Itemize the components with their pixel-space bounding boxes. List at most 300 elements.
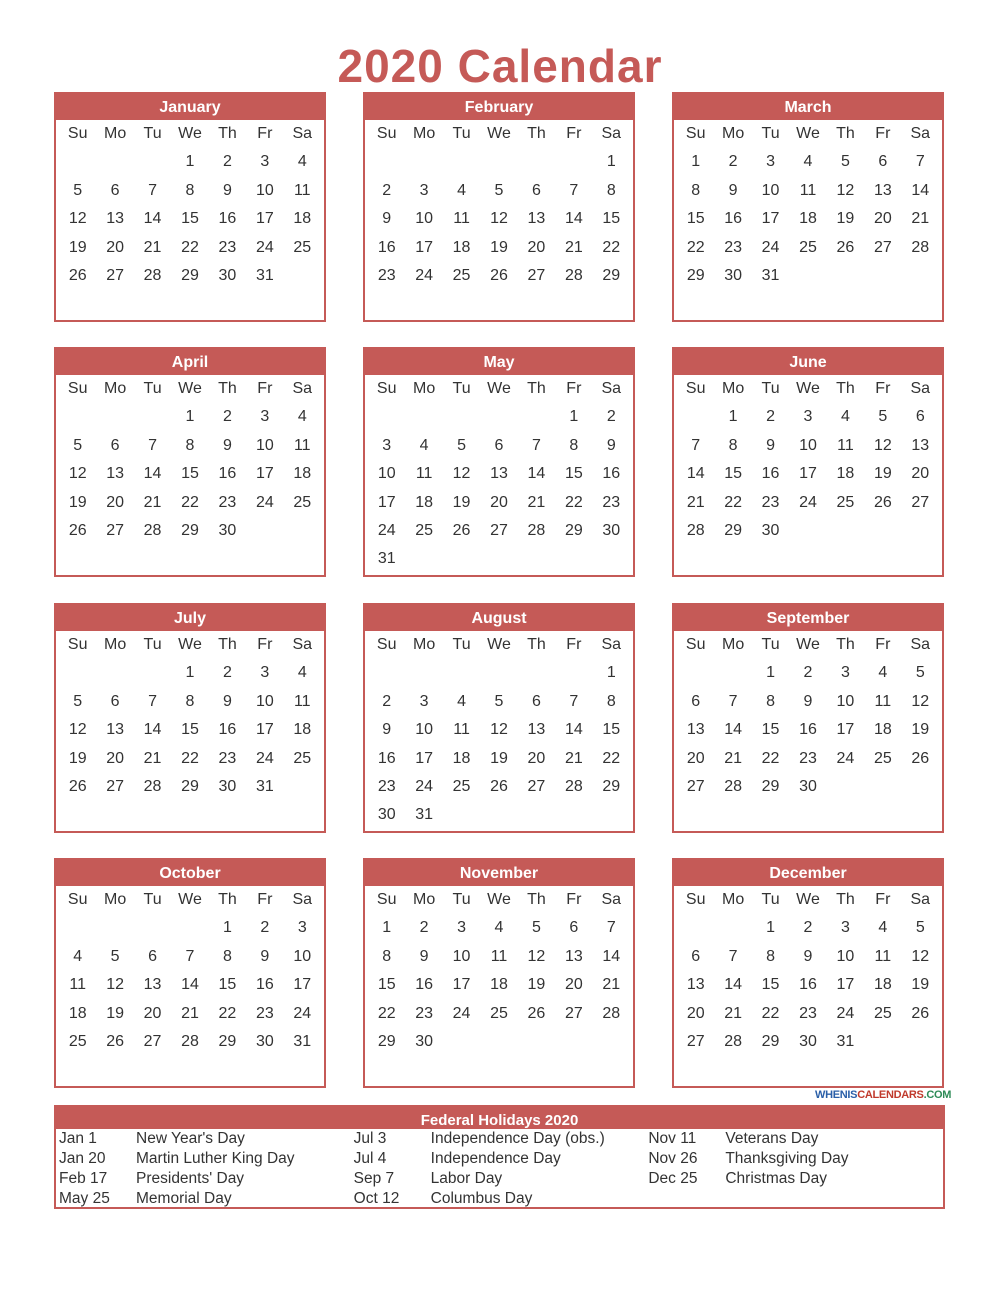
day-cell: 28 — [724, 777, 743, 795]
day-cell: 4 — [878, 919, 888, 937]
day-cell: 13 — [527, 721, 546, 739]
day-cell: 22 — [181, 238, 199, 256]
day-cell: 2 — [803, 919, 813, 937]
weekday-label: Sa — [292, 125, 313, 142]
weekday-label: Th — [218, 380, 237, 397]
weekday-label: Th — [836, 891, 855, 908]
day-cell: 15 — [602, 210, 621, 228]
empty-cell — [134, 914, 171, 942]
weekday-label: Tu — [452, 891, 471, 908]
day-cell: 4 — [297, 664, 307, 682]
weekday-label: Sa — [292, 380, 313, 397]
day-cell: 30 — [602, 521, 621, 539]
day-cell: 11 — [453, 210, 470, 228]
weekday-label: Th — [218, 125, 237, 142]
weekday-label: Su — [67, 125, 88, 142]
weekday-label: Fr — [875, 380, 891, 397]
day-cell: 20 — [564, 976, 583, 994]
month-grid — [365, 886, 633, 1056]
day-cell: 1 — [766, 919, 776, 937]
day-cell: 1 — [691, 153, 701, 171]
day-cell: 31 — [836, 1032, 855, 1050]
weekday-label: Su — [376, 380, 397, 397]
day-cell: 19 — [836, 210, 855, 228]
day-cell: 22 — [602, 749, 621, 767]
day-cell: 16 — [799, 976, 817, 994]
day-cell: 27 — [106, 777, 125, 795]
day-cell: 8 — [382, 947, 392, 965]
day-cell: 6 — [531, 692, 541, 710]
day-cell: 4 — [297, 153, 307, 171]
day-cell: 7 — [148, 181, 158, 199]
day-cell: 19 — [68, 493, 87, 511]
day-cell: 8 — [222, 947, 232, 965]
day-cell: 6 — [878, 153, 888, 171]
empty-cell — [96, 148, 133, 176]
day-cell: 5 — [840, 153, 850, 171]
day-cell: 26 — [490, 266, 508, 284]
day-cell: 25 — [490, 1004, 508, 1022]
holiday-date: Nov 11 — [648, 1130, 697, 1147]
weekday-label: We — [178, 636, 202, 653]
day-cell: 26 — [911, 749, 930, 767]
day-cell: 5 — [531, 919, 541, 937]
holiday-row — [354, 1169, 649, 1189]
day-cell: 13 — [686, 721, 705, 739]
day-cell: 25 — [452, 777, 471, 795]
day-cell: 24 — [255, 493, 274, 511]
weekday-label: Tu — [761, 636, 780, 653]
weekday-label: We — [178, 380, 202, 397]
day-cell: 14 — [143, 721, 162, 739]
day-cell: 20 — [106, 238, 125, 256]
day-cell: 26 — [68, 521, 87, 539]
day-cell: 18 — [452, 238, 471, 256]
day-cell: 4 — [840, 408, 850, 426]
day-cell: 23 — [724, 238, 743, 256]
site-logo — [815, 1089, 952, 1105]
day-cell: 30 — [218, 266, 237, 284]
day-cell: 13 — [911, 436, 930, 454]
day-cell: 14 — [564, 210, 583, 228]
day-cell: 10 — [836, 692, 855, 710]
day-cell: 2 — [222, 664, 232, 682]
weekday-label: Sa — [601, 380, 622, 397]
day-cell: 29 — [686, 266, 705, 284]
day-cell: 31 — [255, 266, 274, 284]
month-grid — [56, 375, 324, 545]
day-cell: 7 — [569, 692, 579, 710]
weekday-label: Mo — [104, 636, 127, 653]
weekday-label: Mo — [722, 380, 745, 397]
day-cell: 23 — [218, 749, 237, 767]
day-cell: 25 — [293, 749, 312, 767]
day-cell: 19 — [911, 721, 930, 739]
day-cell: 16 — [602, 465, 621, 483]
day-cell: 17 — [255, 721, 274, 739]
day-cell: 3 — [840, 919, 850, 937]
day-cell: 26 — [68, 266, 87, 284]
day-cell: 1 — [766, 664, 776, 682]
holiday-date: Nov 26 — [648, 1150, 698, 1167]
weekday-label: Sa — [601, 636, 622, 653]
weekday-label: We — [487, 380, 511, 397]
holiday-row — [648, 1129, 943, 1149]
day-cell: 11 — [69, 976, 87, 994]
holiday-column — [59, 1129, 354, 1209]
day-cell: 20 — [527, 749, 546, 767]
weekday-label: Tu — [761, 125, 780, 142]
weekday-label: Mo — [413, 636, 436, 653]
day-cell: 12 — [490, 210, 508, 228]
month-name: April — [56, 349, 324, 375]
day-cell: 28 — [527, 521, 546, 539]
empty-cell — [368, 659, 405, 687]
empty-cell — [59, 914, 96, 942]
holiday-name: Christmas Day — [725, 1170, 827, 1187]
day-cell: 19 — [490, 238, 508, 256]
weekday-label: Tu — [761, 380, 780, 397]
empty-cell — [405, 659, 442, 687]
day-cell: 29 — [181, 521, 199, 539]
day-cell: 11 — [799, 181, 817, 199]
holiday-name: Memorial Day — [136, 1190, 232, 1207]
holiday-date: Sep 7 — [353, 1170, 395, 1187]
holiday-date: Feb 17 — [59, 1170, 108, 1187]
weekday-label: Mo — [413, 891, 436, 908]
day-cell: 30 — [377, 806, 396, 824]
day-cell: 13 — [527, 210, 546, 228]
empty-cell — [480, 659, 517, 687]
day-cell: 14 — [527, 465, 546, 483]
day-cell: 31 — [293, 1032, 312, 1050]
day-cell: 1 — [382, 919, 392, 937]
day-cell: 14 — [686, 465, 705, 483]
day-cell: 27 — [490, 521, 508, 539]
day-cell: 6 — [531, 181, 541, 199]
day-cell: 9 — [803, 692, 813, 710]
day-cell: 10 — [255, 181, 274, 199]
day-cell: 24 — [415, 777, 434, 795]
day-cell: 24 — [293, 1004, 312, 1022]
month-december — [672, 858, 944, 1088]
day-cell: 9 — [766, 436, 776, 454]
day-cell: 29 — [181, 777, 199, 795]
empty-cell — [480, 403, 517, 431]
day-cell: 15 — [686, 210, 705, 228]
month-name: December — [674, 860, 942, 886]
day-cell: 6 — [110, 181, 120, 199]
day-cell: 21 — [143, 238, 162, 256]
day-cell: 17 — [836, 976, 855, 994]
day-cell: 9 — [419, 947, 429, 965]
weekday-label: Tu — [452, 125, 471, 142]
day-cell: 22 — [218, 1004, 237, 1022]
day-cell: 23 — [799, 749, 817, 767]
day-cell: 30 — [724, 266, 743, 284]
empty-cell — [368, 148, 405, 176]
holiday-date: Jan 1 — [59, 1130, 97, 1147]
day-cell: 5 — [110, 947, 120, 965]
day-cell: 16 — [218, 210, 237, 228]
day-cell: 21 — [564, 238, 583, 256]
day-cell: 14 — [724, 976, 743, 994]
day-cell: 20 — [106, 749, 125, 767]
day-cell: 15 — [181, 721, 199, 739]
day-cell: 3 — [419, 692, 429, 710]
day-cell: 11 — [874, 947, 892, 965]
day-cell: 20 — [490, 493, 508, 511]
day-cell: 17 — [255, 210, 274, 228]
day-cell: 20 — [873, 210, 892, 228]
day-cell: 23 — [415, 1004, 434, 1022]
day-cell: 1 — [222, 919, 232, 937]
day-cell: 2 — [606, 408, 616, 426]
day-cell: 19 — [452, 493, 471, 511]
day-cell: 7 — [728, 947, 738, 965]
day-cell: 16 — [377, 238, 396, 256]
weekday-label: Su — [376, 125, 397, 142]
month-may — [363, 347, 635, 577]
day-cell: 20 — [106, 493, 125, 511]
day-cell: 27 — [106, 521, 125, 539]
day-cell: 26 — [106, 1032, 125, 1050]
empty-cell — [134, 659, 171, 687]
day-cell: 5 — [73, 181, 83, 199]
empty-cell — [443, 148, 480, 176]
weekday-label: Sa — [910, 125, 931, 142]
day-cell: 2 — [766, 408, 776, 426]
day-cell: 16 — [415, 976, 434, 994]
day-cell: 4 — [878, 664, 888, 682]
day-cell: 14 — [602, 947, 621, 965]
day-cell: 25 — [415, 521, 434, 539]
month-name: October — [56, 860, 324, 886]
day-cell: 29 — [602, 266, 621, 284]
day-cell: 20 — [911, 465, 930, 483]
day-cell: 13 — [686, 976, 705, 994]
holiday-name: Columbus Day — [430, 1190, 533, 1207]
day-cell: 5 — [73, 692, 83, 710]
weekday-label: We — [487, 636, 511, 653]
holiday-name: Independence Day (obs.) — [430, 1130, 605, 1147]
empty-cell — [518, 148, 555, 176]
weekday-label: We — [796, 636, 820, 653]
day-cell: 4 — [457, 181, 467, 199]
day-cell: 3 — [419, 181, 429, 199]
month-july — [54, 603, 326, 833]
day-cell: 22 — [377, 1004, 396, 1022]
day-cell: 23 — [377, 777, 396, 795]
day-cell: 19 — [68, 238, 87, 256]
day-cell: 11 — [293, 436, 311, 454]
day-cell: 28 — [143, 266, 162, 284]
day-cell: 7 — [148, 436, 158, 454]
weekday-label: Mo — [722, 125, 745, 142]
weekday-label: Fr — [875, 125, 891, 142]
day-cell: 3 — [260, 408, 270, 426]
holiday-date: May 25 — [59, 1190, 110, 1207]
weekday-label: Su — [376, 636, 397, 653]
month-grid — [674, 375, 942, 545]
weekday-label: Tu — [143, 380, 162, 397]
month-name: November — [365, 860, 633, 886]
empty-cell — [518, 403, 555, 431]
weekday-label: We — [796, 125, 820, 142]
day-cell: 10 — [415, 721, 434, 739]
holiday-row — [354, 1129, 649, 1149]
day-cell: 28 — [724, 1032, 743, 1050]
month-grid — [56, 631, 324, 801]
weekday-label: Tu — [143, 891, 162, 908]
day-cell: 28 — [143, 521, 162, 539]
weekday-label: Fr — [566, 636, 582, 653]
holiday-row — [648, 1149, 943, 1169]
day-cell: 15 — [761, 721, 780, 739]
holiday-name: Labor Day — [430, 1170, 503, 1187]
day-cell: 18 — [799, 210, 817, 228]
day-cell: 15 — [218, 976, 237, 994]
day-cell: 22 — [181, 749, 199, 767]
day-cell: 24 — [255, 238, 274, 256]
day-cell: 12 — [527, 947, 546, 965]
day-cell: 4 — [297, 408, 307, 426]
day-cell: 28 — [602, 1004, 621, 1022]
day-cell: 8 — [766, 947, 776, 965]
day-cell: 25 — [452, 266, 471, 284]
day-cell: 12 — [911, 947, 930, 965]
empty-cell — [677, 914, 714, 942]
day-cell: 16 — [377, 749, 396, 767]
day-cell: 28 — [143, 777, 162, 795]
day-cell: 1 — [569, 408, 579, 426]
day-cell: 18 — [293, 210, 312, 228]
month-grid — [674, 120, 942, 290]
day-cell: 18 — [293, 721, 312, 739]
day-cell: 7 — [569, 181, 579, 199]
month-grid — [365, 375, 633, 574]
day-cell: 31 — [415, 806, 434, 824]
day-cell: 15 — [181, 465, 199, 483]
day-cell: 29 — [724, 521, 743, 539]
day-cell: 13 — [564, 947, 583, 965]
day-cell: 22 — [686, 238, 705, 256]
day-cell: 25 — [873, 1004, 892, 1022]
weekday-label: Su — [67, 380, 88, 397]
day-cell: 7 — [606, 919, 616, 937]
day-cell: 26 — [527, 1004, 546, 1022]
weekday-label: Th — [527, 125, 546, 142]
day-cell: 1 — [606, 664, 616, 682]
day-cell: 12 — [68, 721, 87, 739]
day-cell: 7 — [531, 436, 541, 454]
day-cell: 29 — [761, 1032, 780, 1050]
day-cell: 2 — [382, 692, 392, 710]
day-cell: 30 — [799, 1032, 817, 1050]
day-cell: 21 — [911, 210, 930, 228]
month-name: March — [674, 94, 942, 120]
day-cell: 24 — [836, 749, 855, 767]
month-name: February — [365, 94, 633, 120]
empty-cell — [714, 659, 751, 687]
holiday-date: Jan 20 — [59, 1150, 106, 1167]
day-cell: 6 — [494, 436, 504, 454]
day-cell: 16 — [761, 465, 780, 483]
empty-cell — [59, 403, 96, 431]
day-cell: 10 — [415, 210, 434, 228]
day-cell: 21 — [724, 749, 743, 767]
month-april — [54, 347, 326, 577]
day-cell: 20 — [686, 1004, 705, 1022]
empty-cell — [59, 148, 96, 176]
day-cell: 21 — [724, 1004, 743, 1022]
logo-part-2: CALENDARS — [857, 1089, 924, 1101]
month-grid — [674, 631, 942, 801]
day-cell: 16 — [799, 721, 817, 739]
day-cell: 12 — [911, 692, 930, 710]
day-cell: 17 — [836, 721, 855, 739]
day-cell: 17 — [452, 976, 471, 994]
day-cell: 6 — [691, 947, 701, 965]
day-cell: 27 — [527, 777, 546, 795]
day-cell: 14 — [911, 181, 930, 199]
day-cell: 26 — [490, 777, 508, 795]
day-cell: 8 — [569, 436, 579, 454]
day-cell: 12 — [836, 181, 855, 199]
day-cell: 25 — [293, 493, 312, 511]
day-cell: 26 — [911, 1004, 930, 1022]
day-cell: 24 — [799, 493, 817, 511]
weekday-label: Mo — [413, 380, 436, 397]
day-cell: 5 — [915, 664, 925, 682]
day-cell: 4 — [419, 436, 429, 454]
day-cell: 12 — [873, 436, 892, 454]
weekday-label: Th — [836, 636, 855, 653]
day-cell: 21 — [527, 493, 546, 511]
day-cell: 2 — [222, 153, 232, 171]
day-cell: 16 — [255, 976, 274, 994]
day-cell: 26 — [873, 493, 892, 511]
weekday-label: Tu — [452, 636, 471, 653]
weekday-label: Th — [527, 636, 546, 653]
day-cell: 17 — [415, 238, 434, 256]
holiday-name: New Year's Day — [136, 1130, 245, 1147]
day-cell: 5 — [494, 692, 504, 710]
day-cell: 8 — [185, 181, 195, 199]
day-cell: 3 — [840, 664, 850, 682]
holiday-name: Thanksgiving Day — [725, 1150, 849, 1167]
day-cell: 7 — [148, 692, 158, 710]
weekday-label: Mo — [104, 380, 127, 397]
holidays-panel — [54, 1105, 945, 1209]
holiday-name: Independence Day — [430, 1150, 561, 1167]
day-cell: 14 — [143, 210, 162, 228]
weekday-label: Th — [527, 380, 546, 397]
weekday-label: Su — [67, 636, 88, 653]
holiday-row — [59, 1129, 354, 1149]
weekday-label: Sa — [910, 636, 931, 653]
empty-cell — [555, 148, 592, 176]
empty-cell — [714, 914, 751, 942]
day-cell: 8 — [606, 692, 616, 710]
month-name: September — [674, 605, 942, 631]
day-cell: 19 — [490, 749, 508, 767]
day-cell: 8 — [606, 181, 616, 199]
month-november — [363, 858, 635, 1088]
day-cell: 13 — [106, 210, 125, 228]
day-cell: 19 — [873, 465, 892, 483]
day-cell: 6 — [110, 692, 120, 710]
